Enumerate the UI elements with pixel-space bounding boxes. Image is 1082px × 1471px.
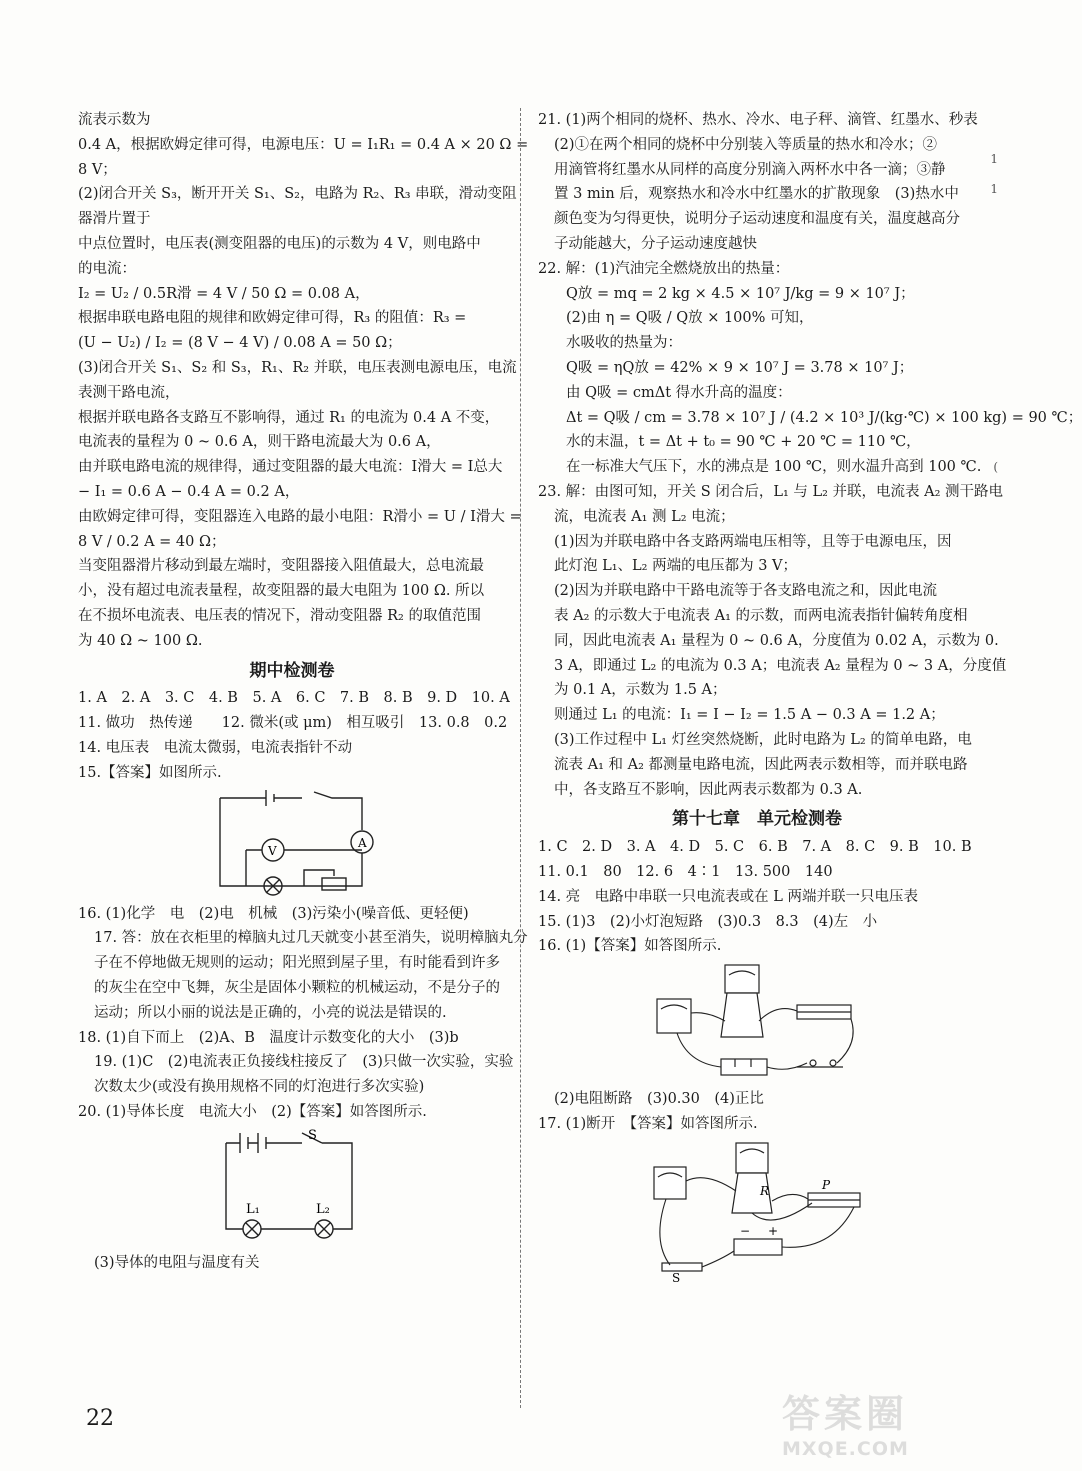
chapter17-answers	[538, 835, 976, 959]
text-line: 中点位置时，电压表(测变阻器的电压)的示数为 4 V，则电路中	[78, 235, 481, 252]
text-line: 11. 0.1 80 12. 6 4∶1 13. 500 140	[538, 863, 833, 880]
battery-plus-label: +	[768, 1223, 779, 1238]
watermark-logo-text: 答案圈	[782, 1392, 909, 1436]
text-line: 15.【答案】如图所示.	[78, 764, 222, 781]
text-line: 此灯泡 L₁、L₂ 两端的电压都为 3 V；	[554, 558, 798, 575]
midterm-answers-end	[78, 1251, 506, 1276]
text-line: 电流表的量程为 0 ~ 0.6 A，则干路电流最大为 0.6 A，	[78, 434, 441, 451]
text-line: 颜色变为匀得更快，说明分子运动速度和温度有关，温度越高分	[554, 211, 960, 228]
text-line: (2)由 η = Q吸 / Q放 × 100% 可知，	[566, 310, 814, 327]
text-line: 为 0.1 A，示数为 1.5 A；	[554, 682, 727, 699]
text-line: 23. 解：由图可知，开关 S 闭合后，L₁ 与 L₂ 并联，电流表 A₂ 测干路电	[538, 483, 1004, 500]
text-line: 运动；所以小丽的说法是正确的，小亮的说法是错误的.	[94, 1004, 447, 1021]
switch2-label: S	[672, 1270, 681, 1285]
text-line: 16. (1)化学 电 (2)电 机械 (3)污染小(噪音低、更轻便)	[78, 905, 469, 922]
section-title-chapter17: 第十七章 单元检测卷	[672, 809, 842, 830]
text-line: 根据串联电路电阻的规律和欧姆定律可得，R₃ 的阻值：R₃ =	[78, 310, 467, 327]
text-line: 1. C 2. D 3. A 4. D 5. C 6. B 7. A 8. C 9. B 10. B	[538, 839, 972, 856]
section-title-midterm: 期中检测卷	[249, 660, 335, 681]
lamp2-label: L₂	[316, 1201, 330, 1217]
text-line: 16. (1)【答案】如答图所示.	[538, 938, 722, 955]
left-solution-text	[78, 108, 529, 654]
text-line: 19. (1)C (2)电流表正负接线柱接反了 (3)只做一次实验，实验	[94, 1054, 514, 1071]
text-line: 流，电流表 A₁ 测 L₂ 电流；	[554, 508, 735, 525]
text-line: 17. 答：放在衣柜里的樟脑丸过几天就变小甚至消失，说明樟脑丸分	[94, 930, 528, 947]
text-line: (3)闭合开关 S₁、S₂ 和 S₃，R₁、R₂ 并联，电压表测电源电压，电流	[78, 359, 517, 376]
text-line: 15. (1)3 (2)小灯泡短路 (3)0.3 8.3 (4)左 小	[538, 913, 878, 930]
text-line: 为 40 Ω ~ 100 Ω.	[78, 632, 203, 649]
text-line: (3)导体的电阻与温度有关	[94, 1254, 260, 1271]
watermark-url: MXQE.COM	[782, 1438, 909, 1460]
ammeter-label: A	[358, 835, 367, 850]
lamp1-label: L₁	[246, 1201, 260, 1217]
switch-label: S	[308, 1127, 317, 1143]
text-line: 小，没有超过电流表量程，故变阻器的最大电阻为 100 Ω. 所以	[78, 583, 485, 600]
text-line: 17. (1)断开 【答案】如答图所示.	[538, 1115, 758, 1132]
text-line: 当变阻器滑片移动到最左端时，变阻器接入阻值最大，总电流最	[78, 558, 484, 575]
text-line: 的电流：	[78, 260, 136, 277]
text-line: 18. (1)自下而上 (2)A、B 温度计示数变化的大小 (3)b	[78, 1029, 459, 1046]
edge-mark-2: 1	[990, 182, 998, 196]
text-line: 用滴管将红墨水从同样的高度分别滴入两杯水中各一滴；③静	[554, 161, 946, 178]
text-line: 在一标准大气压下，水的沸点是 100 ℃，则水温升高到 100 ℃.	[566, 459, 982, 476]
midterm-answers-continued	[78, 902, 528, 1125]
text-line: 水吸收的热量为：	[566, 335, 682, 352]
physical-circuit-17	[642, 1141, 872, 1283]
text-line: (2)因为并联电路中干路电流等于各支路电流之和，因此电流	[554, 583, 938, 600]
text-line: 次数太少(或没有换用规格不同的灯泡进行多次实验)	[94, 1079, 425, 1096]
page-number: 22	[86, 1406, 114, 1431]
text-line: 器滑片置于	[78, 211, 151, 228]
text-line: 3 A，即通过 L₂ 的电流为 0.3 A；电流表 A₂ 量程为 0 ~ 3 A，分度值	[554, 657, 1007, 674]
text-line: 21. (1)两个相同的烧杯、热水、冷水、电子秤、滴管、红墨水、秒表	[538, 112, 978, 128]
resistor-label: R	[760, 1183, 770, 1198]
text-line: 表测干路电流，	[78, 384, 180, 401]
text-line: 水的末温，t = Δt + t₀ = 90 ℃ + 20 ℃ = 110 ℃，	[566, 434, 921, 451]
text-line: 置 3 min 后，观察热水和冷水中红墨水的扩散现象 (3)热水中	[554, 186, 959, 203]
text-line: 根据并联电路各支路互不影响得，通过 R₁ 的电流为 0.4 A 不变，	[78, 409, 500, 426]
text-line: 流表 A₁ 和 A₂ 都测量电路电流，因此两表示数相等，而并联电路	[554, 756, 968, 773]
text-line: 11. 做功 热传递 12. 微米(或 μm) 相互吸引 13. 0.8 0.2	[78, 715, 508, 732]
edge-mark-3: (	[993, 460, 998, 474]
text-line: − I₁ = 0.6 A − 0.4 A = 0.2 A，	[78, 483, 300, 500]
text-line: (1)因为并联电路中各支路两端电压相等，且等于电源电压，因	[554, 533, 952, 550]
text-line: 子动能越大，分子运动速度越快	[554, 235, 757, 252]
text-line: (3)工作过程中 L₁ 灯丝突然烧断，此时电路为 L₂ 的简单电路，电	[554, 731, 972, 748]
text-line: 22. 解：(1)汽油完全燃烧放出的热量：	[538, 260, 790, 277]
circuit-diagram-15	[212, 790, 372, 898]
text-line: (2)闭合开关 S₃，断开开关 S₁、S₂，电路为 R₂、R₃ 串联，滑动变阻	[78, 186, 517, 203]
slider-label: P	[822, 1177, 831, 1192]
text-line: Q放 = mq = 2 kg × 4.5 × 10⁷ J/kg = 9 × 10⁷ J；	[566, 285, 915, 302]
text-line: 1. A 2. A 3. C 4. B 5. A 6. C 7. B 8. B 9. D 10. A	[78, 690, 510, 707]
text-line: 0.4 A，根据欧姆定律可得，电源电压：U = I₁R₁ = 0.4 A × 20 Ω =	[78, 136, 529, 153]
left-column	[78, 108, 529, 1275]
physical-circuit-16	[647, 963, 867, 1083]
battery-minus-label: −	[740, 1223, 751, 1238]
text-line: (U − U₂) / I₂ = (8 V − 4 V) / 0.08 A = 50 Ω；	[78, 335, 402, 352]
chapter17-answers-continued	[538, 1087, 976, 1137]
text-line: 8 V / 0.2 A = 40 Ω；	[78, 533, 226, 550]
text-line: 在不损坏电流表、电压表的情况下，滑动变阻器 R₂ 的取值范围	[78, 607, 481, 624]
text-line: 14. 亮 电路中串联一只电流表或在 L 两端并联一只电压表	[538, 888, 919, 905]
text-line: 由 Q吸 = cmΔt 得水升高的温度：	[566, 384, 792, 401]
text-line: 由欧姆定律可得，变阻器连入电路的最小电阻：R滑小 = U / I滑大 =	[78, 508, 522, 525]
text-line: 同，因此电流表 A₁ 量程为 0 ~ 0.6 A，分度值为 0.02 A，示数为 0.	[554, 632, 999, 649]
text-line: (2)①在两个相同的烧杯中分别装入等质量的热水和冷水；②	[554, 136, 938, 153]
edge-mark-1: 1	[990, 152, 998, 166]
text-line: Q吸 = ηQ放 = 42% × 9 × 10⁷ J = 3.78 × 10⁷ J；	[566, 359, 914, 376]
text-line: 8 V；	[78, 161, 117, 178]
text-line: 由并联电路电流的规律得，通过变阻器的最大电流：I滑大 = I总大	[78, 459, 503, 476]
voltmeter-label: V	[268, 843, 277, 858]
midterm-answers	[78, 686, 510, 785]
text-line: 中，各支路互不影响，因此两表示数都为 0.3 A.	[554, 781, 863, 798]
text-line: 流表示数为	[78, 112, 151, 128]
text-line: 的灰尘在空中飞舞，灰尘是固体小颗粒的机械运动，不是分子的	[94, 979, 500, 996]
text-line: (2)电阻断路 (3)0.30 (4)正比	[554, 1091, 764, 1108]
text-line: Δt = Q吸 / cm = 3.78 × 10⁷ J / (4.2 × 10³ J/(kg·℃) × 100 kg) = 90 ℃；	[566, 409, 1082, 426]
watermark	[782, 1383, 982, 1463]
right-solution-text	[538, 108, 1082, 802]
text-line: 14. 电压表 电流太微弱，电流表指针不动	[78, 739, 353, 756]
text-line: 20. (1)导体长度 电流大小 (2)【答案】如答图所示.	[78, 1103, 427, 1120]
text-line: 子在不停地做无规则的运动；阳光照到屋子里，有时能看到许多	[94, 955, 500, 972]
text-line: 表 A₂ 的示数大于电流表 A₁ 的示数，而两电流表指针偏转角度相	[554, 607, 968, 624]
right-column	[538, 108, 1082, 1287]
text-line: I₂ = U₂ / 0.5R滑 = 4 V / 50 Ω = 0.08 A，	[78, 285, 370, 302]
text-line: 则通过 L₁ 的电流：I₁ = I − I₂ = 1.5 A − 0.3 A = 1.2 A；	[554, 707, 945, 724]
circuit-diagram-20	[212, 1129, 372, 1247]
column-divider	[520, 108, 521, 1408]
